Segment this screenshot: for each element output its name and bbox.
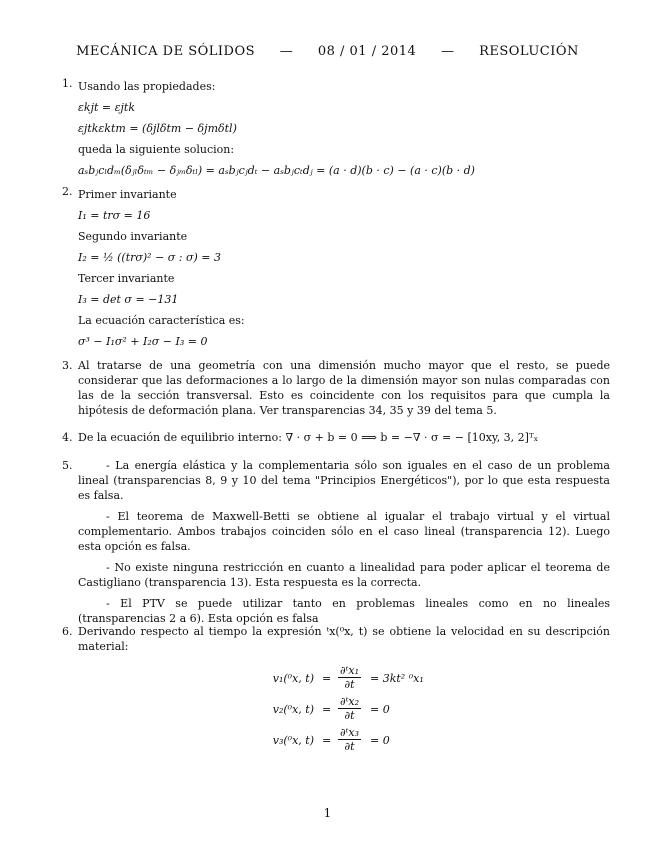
item-text: Al tratarse de una geometría con una dimensión mucho mayor que el resto, se puede considerar que las deformaciones a lo largo de la dimensión mayor son nulas comparadas con las de la sección transversal. Esto es coincidente con los requisitos para que cumpla la hipótesis de deformación plana. Ver transparencias 34, 35 y 39 del tema 5. (78, 359, 610, 417)
text-line: Segundo invariante (78, 230, 188, 243)
equation-equals: = (322, 734, 332, 747)
item-text: Derivando respecto al tiempo la expresión ᵗx(⁰x, t) se obtiene la velocidad en su descripción material: (78, 625, 610, 653)
fraction-denominator: ∂t (344, 709, 355, 722)
fraction-numerator: ∂ᵗx₁ (340, 664, 360, 677)
title-resolution: RESOLUCIÓN (479, 44, 579, 59)
title-separator: — (279, 44, 294, 59)
equation-line: εjtkεktm = (δjlδtm − δjmδtl) (78, 122, 237, 135)
page-number: 1 (323, 806, 332, 820)
velocity-equation-2 (250, 695, 490, 725)
fraction-numerator: ∂ᵗx₃ (340, 726, 360, 739)
velocity-equation-1 (250, 664, 490, 694)
equation-line: σ³ − I₁σ² + I₂σ − I₃ = 0 (78, 335, 208, 348)
text-line: La ecuación característica es: (78, 314, 245, 327)
item-number: 5. (62, 459, 73, 472)
item-intro: Usando las propiedades: (78, 80, 216, 93)
equation-line: aₛbⱼcₗdₘ(δⱼₗδₜₘ − δⱼₘδₜₗ) = aₛbⱼcⱼdₜ − aₛbⱼcₜdⱼ = (a · d)(b · c) − (a · c)(b · d) (78, 164, 475, 177)
text-line: queda la siguiente solucion: (78, 143, 235, 156)
equation-lhs: v₃(⁰x, t) (272, 734, 314, 747)
equation-rhs: = 0 (370, 734, 390, 747)
item-number: 3. (62, 359, 73, 372)
equation-equals: = (322, 672, 332, 685)
equation-rhs: = 0 (370, 703, 390, 716)
answer-item-3 (62, 358, 610, 418)
option-paragraph: - La energía elástica y la complementaria sólo son iguales en el caso de un problema lineal (transparencias 8, 9 y 10 del tema "Principios Energéticos"), por lo que esta respuesta es falsa. (78, 459, 610, 502)
equation-equals: = (322, 703, 332, 716)
item-number: 6. (62, 625, 73, 638)
item-number: 1. (62, 77, 73, 90)
item-number: 4. (62, 431, 73, 444)
fraction-numerator: ∂ᵗx₂ (340, 695, 360, 708)
answer-item-5 (62, 458, 610, 632)
equation-lhs: v₁(⁰x, t) (272, 672, 314, 685)
answer-item-4 (62, 430, 610, 445)
title-date: 08 / 01 / 2014 (317, 44, 417, 59)
answer-item-1 (62, 76, 610, 181)
option-paragraph: - El PTV se puede utilizar tanto en problemas lineales como en no lineales (transparencias 2 a 6). Esta opción es falsa (78, 597, 610, 625)
option-paragraph: - El teorema de Maxwell-Betti se obtiene al igualar el trabajo virtual y el virtual complementario. Ambos trabajos coinciden sólo en el caso lineal (transparencia 12). Luego esta opción es falsa. (78, 510, 610, 553)
item-text: De la ecuación de equilibrio interno: ∇ · σ + b = 0 ⟹ b = −∇ · σ = − [10xy, 3, 2]ᵀₓ (78, 431, 539, 444)
equation-line: I₃ = det σ = −131 (78, 293, 179, 306)
title-separator: — (440, 44, 455, 59)
equation-line: I₂ = ½ ((trσ)² − σ : σ) = 3 (78, 251, 222, 264)
equation-lhs: v₂(⁰x, t) (272, 703, 314, 716)
option-paragraph: - No existe ninguna restricción en cuanto a linealidad para poder aplicar el teorema de Castigliano (transparencia 13). Esta respuesta es la correcta. (78, 561, 610, 589)
derivative-fraction (338, 664, 361, 691)
answer-item-2 (62, 184, 610, 352)
page-title (0, 44, 655, 59)
derivative-fraction (338, 726, 361, 753)
fraction-denominator: ∂t (344, 740, 355, 753)
equation-rhs: = 3kt² ⁰x₁ (370, 672, 424, 685)
velocity-equation-3 (250, 726, 490, 756)
title-course: MECÁNICA DE SÓLIDOS (76, 44, 256, 59)
derivative-fraction (338, 695, 361, 722)
text-line: Primer invariante (78, 188, 177, 201)
item-number: 2. (62, 185, 73, 198)
text-line: Tercer invariante (78, 272, 175, 285)
answer-item-6 (62, 624, 610, 654)
equation-line: I₁ = trσ = 16 (78, 209, 151, 222)
equation-line: εkjt = εjtk (78, 101, 136, 114)
fraction-denominator: ∂t (344, 678, 355, 691)
